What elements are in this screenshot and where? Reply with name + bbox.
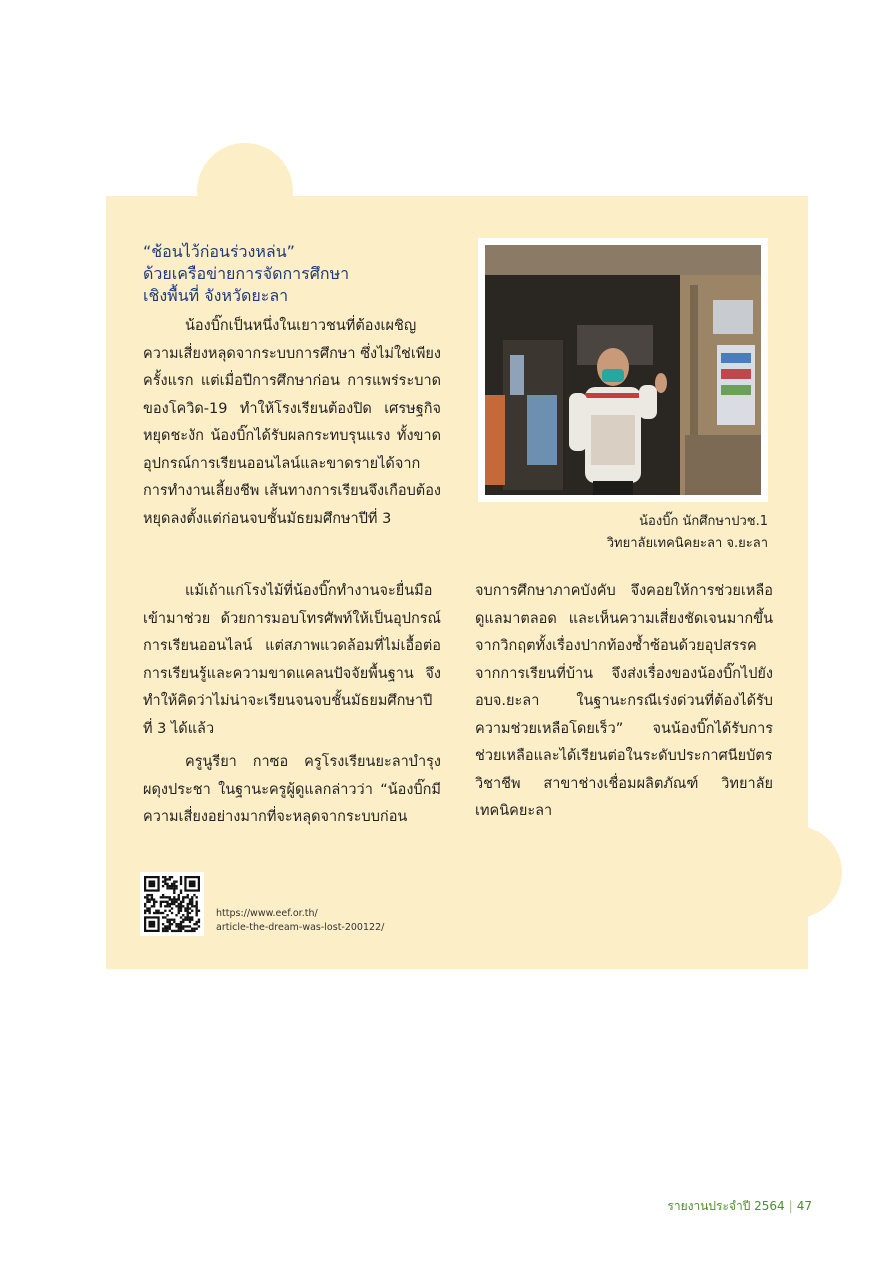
footer-divider: | [788,1199,793,1213]
qr-code-icon [140,872,204,936]
article-url[interactable] [216,907,384,935]
paragraph-3: ครูนูรียา กาซอ ครูโรงเรียนยะลาบำรุงผดุงประชา ในฐานะครูผู้ดูแลกล่าวว่า “น้องบิ๊กมีความเสี่ยงอย่างมากที่จะหลุดจากระบบก่อน [143,754,441,825]
heading-line-3: เชิงพื้นที่ จังหวัดยะลา [143,286,289,305]
heading-line-2: ด้วยเครือข่ายการจัดการศึกษา [143,264,350,283]
paragraph-4: จบการศึกษาภาคบังคับ จึงคอยให้การช่วยเหลือดูแลมาตลอด และเห็นความเสี่ยงชัดเจนมากขึ้น จากวิกฤตทั้งเรื่องปากท้องซ้ำซ้อนด้วยอุปสรรคจากการเรียนที่บ้าน จึงส่งเรื่องของน้องบิ๊กไปยัง อบจ.ยะลา ในฐานะกรณีเร่งด่วนที่ต้องได้รับความช่วยเหลือโดยเร็ว” จนน้องบิ๊กได้รับการช่วยเหลือและได้เรียนต่อในระดับประกาศนียบัตรวิชาชีพ สาขาช่างเชื่อมผลิตภัณฑ์ วิทยาลัยเทคนิคยะลา [475,583,773,819]
caption-line-2: วิทยาลัยเทคนิคยะลา จ.ยะลา [606,536,768,551]
page-footer [667,1197,812,1216]
report-title: รายงานประจำปี 2564 [667,1199,785,1213]
heading-line-1: “ช้อนไว้ก่อนร่วงหล่น” [143,242,295,261]
student-photo-frame [478,238,768,502]
url-line-1: https://www.eef.or.th/ [216,908,318,919]
student-photo [485,245,761,495]
url-line-2: article-the-dream-was-lost-200122/ [216,922,385,933]
photo-caption [520,511,768,555]
caption-line-1: น้องบิ๊ก นักศึกษาปวช.1 [639,514,768,529]
paragraph-1: น้องบิ๊กเป็นหนึ่งในเยาวชนที่ต้องเผชิญความเสี่ยงหลุดจากระบบการศึกษา ซึ่งไม่ใช่เพียงครั้งแรก แต่เมื่อปีการศึกษาก่อน การแพร่ระบาดของโควิด-19 ทำให้โรงเรียนต้องปิด เศรษฐกิจหยุดชะงัก น้องบิ๊กได้รับผลกระทบรุนแรง ทั้งขาดอุปกรณ์การเรียนออนไลน์และขาดรายได้จากการทำงานเลี้ยงชีพ เส้นทางการเรียนจึงเกือบต้องหยุดลงตั้งแต่ก่อนจบชั้นมัธยมศึกษาปีที่ 3 [143,318,441,527]
page-number: 47 [796,1199,812,1213]
article-heading [143,241,463,307]
qr-code[interactable] [140,872,204,936]
paragraph-2: แม้เถ้าแก่โรงไม้ที่น้องบิ๊กทำงานจะยื่นมือเข้ามาช่วย ด้วยการมอบโทรศัพท์ให้เป็นอุปกรณ์การเรียนออนไลน์ แต่สภาพแวดล้อมที่ไม่เอื้อต่อการเรียนรู้และความขาดแคลนปัจจัยพื้นฐาน จึงทำให้คิดว่าไม่น่าจะเรียนจนจบชั้นมัธยมศึกษาปีที่ 3 ได้แล้ว [143,583,441,737]
